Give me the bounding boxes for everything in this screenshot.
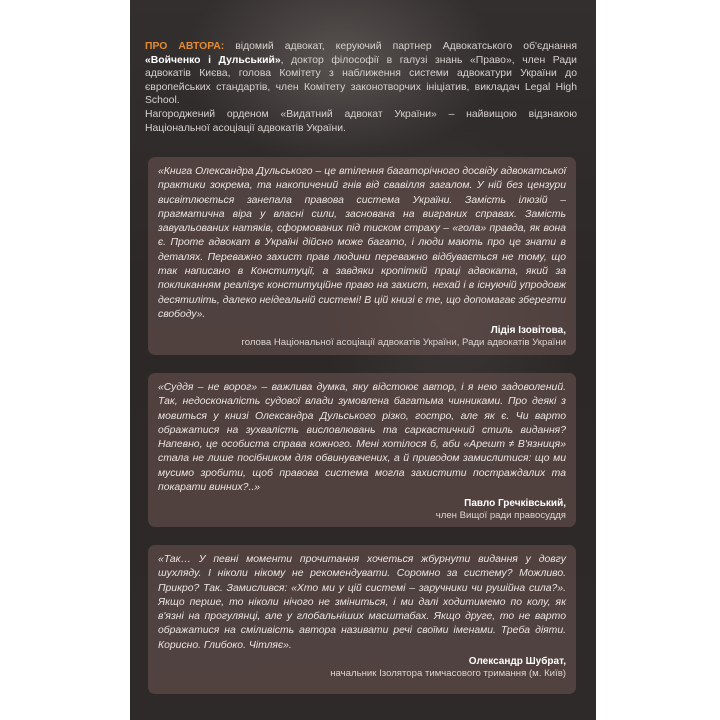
firm-name: «Войченко і Дульський» [145, 54, 281, 66]
quote-author: Олександр Шубрат, [468, 656, 566, 668]
quote-text: «Так… У певні моменти прочитання хочеться жбурнути видання у довгу шухляду. І ніколи нікому не рекомендувати. Соромно за систему? Можливо. Прикро? Так. Замислився: «Хто ми у цій системі – заручники чи рушійна сила?». Якщо перше, то ніколи нічого не зміниться, і ми далі ходитимемо по колу, як в'язні на прогулянці, але у глобальніших масштабах. Якщо друге, то не варто ображатися на сміливість автора називати речі своїми іменами. Треба діяти. Корисно. Глибоко. Чітляє». [158, 554, 566, 651]
about-label: ПРО АВТОРА: [145, 41, 225, 52]
about-text-before: відомий адвокат, керуючий партнер Адвокатського об'єднання [224, 41, 577, 52]
about-award: Нагороджений орденом «Видатний адвокат України» – найвищою відзнакою Національної асоціації адвокатів України. [145, 108, 577, 134]
testimonial-quote [148, 157, 576, 355]
book-back-cover [130, 0, 596, 720]
about-text-after: , доктор філософії в галузі знань «Право», член Ради адвокатів Києва, голова Комітету з наближення системи адвокатури України до європейських стандартів, член Комітету законотворчих ініціатив, викладач Legal High School. [145, 54, 577, 107]
quote-text: «Суддя – не ворог» – важлива думка, яку відстоює автор, і я нею задоволений. Так, недосконалість судової влади зумовлена багатьма чинниками. Про деякі з мовиться у книзі Олександра Дульського різко, гостро, але як є. Чи варто ображатися на зухвалість висловлювань та саркастичний стиль видання? Напевно, це особиста справа кожного. Мені хотілося б, аби «Арешт ≠ В'язниця» стала не лише посібником для обвинувачених, а й приводом замислитися: що ми мусимо зробити, щоб правова система могла захистити постраждалих та покарати винних?..» [158, 382, 566, 494]
about-author [145, 40, 577, 135]
quote-author-role: голова Національної асоціації адвокатів України, Ради адвокатів України [241, 337, 566, 349]
quote-author-role: член Вищої ради правосуддя [435, 510, 566, 522]
testimonial-quote [148, 373, 576, 527]
quote-author: Павло Гречківський, [464, 498, 566, 510]
testimonial-quote [148, 545, 576, 694]
quote-author-role: начальник Ізолятора тимчасового тримання (м. Київ) [330, 668, 566, 680]
quote-text: «Книга Олександра Дульського – це втілення багаторічного досвіду адвокатської практики зокрема, та накопичений гнів від свавілля загалом. У ній без цензури висвітлюється занепала правова система України. Замість ілюзій – прагматична віра у власні сили, заснована на виграних справах. Замість завуальованих натяків, сформованих під тиском страху – «гола» правда, як вона є. Проте адвокат в Україні дійсно може багато, і люди мають про це знати в деталях. Переважно захист прав людини переважно відбувається не тому, що так написано в Конституції, а завдяки кропіткій праці адвоката, який за покликанням реалізує конституційне право на захист, нехай і в існуючій упродовж десятиліть, далеко неідеальній системі! В цій книзі є те, що допомагає зберегти свободу». [158, 166, 566, 320]
quote-author: Лідія Ізовітова, [490, 325, 566, 337]
